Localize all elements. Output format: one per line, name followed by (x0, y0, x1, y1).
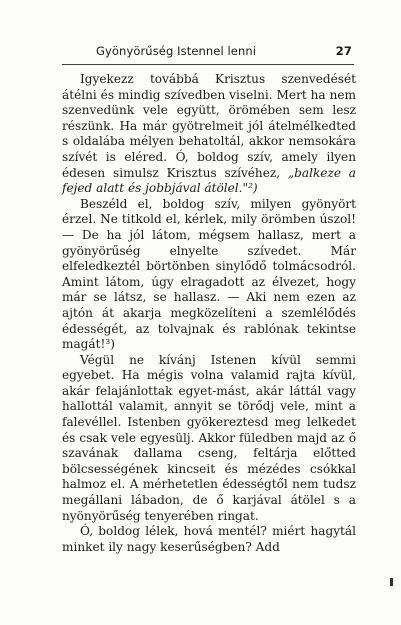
paragraph-4: Ó, boldog lélek, hová mentél? miért hagytál minket ily nagy keserűségben? Add (62, 524, 356, 554)
paragraph-3: Végül ne kívánj Istenen kívül semmi egyebet. Ha mégis volna valamid rajta kívül, akár felajánlottak egyet-mást, akár láttál vagy hallottál valamit, annyit se törődj vele, mint a falevéllel. Istenben gyökereztesd meg lelkedet és csak vele egyesülj. Akkor füledben majd az ő szavának dallama cseng, feltárja előtted bölcsességének kincseit és mézédes csókkal halmoz el. A mérhetetlen édességtől nem tudsz megállani lábadon, de ő karjával átölel s a nyönyörűség tenyerében ringat. (62, 352, 356, 523)
running-title: Gyönyörűség Istennel lenni (96, 44, 257, 58)
margin-mark (390, 578, 393, 586)
paragraph-1: Igyekezz továbbá Krisztus szenvedését átélni és mindig szívedben viselni. Mert ha nem szenvedünk vele együtt, örömében sem lesz részünk. Ha már gyötrelmeit jól átelmélkedted s oldalába mélyen behatoltál, akkor nemsokára szívét is eléred. Ó, boldog szív, amely ilyen édesen simulsz Krisztus szívéhez, „balkeze a fejed alatt és jobbjával átölel."²) (62, 72, 356, 196)
body-text (62, 72, 356, 555)
paragraph-2: Beszéld el, boldog szív, milyen gyönyört érzel. Ne titkold el, kérlek, mily örömben úszol! — De ha jól látom, mégsem hallasz, mert a gyönyörűség elnyelte szívedet. Már elfeledkeztél börtönben sinylődő tolmácsodról. Amint látom, úgy elragadott az élvezet, hogy már se látsz, se hallasz. — Aki nem ezen az ajtón át akarja megközelíteni a szemlélődés édességét, az tolvajnak és rablónak tekintse magát!³) (62, 196, 356, 352)
running-head (64, 44, 352, 64)
quoted-verse: „balkeze a fejed alatt és jobbjával átölel."²) (62, 165, 356, 196)
header-rule (62, 64, 354, 65)
page-number: 27 (335, 44, 352, 58)
